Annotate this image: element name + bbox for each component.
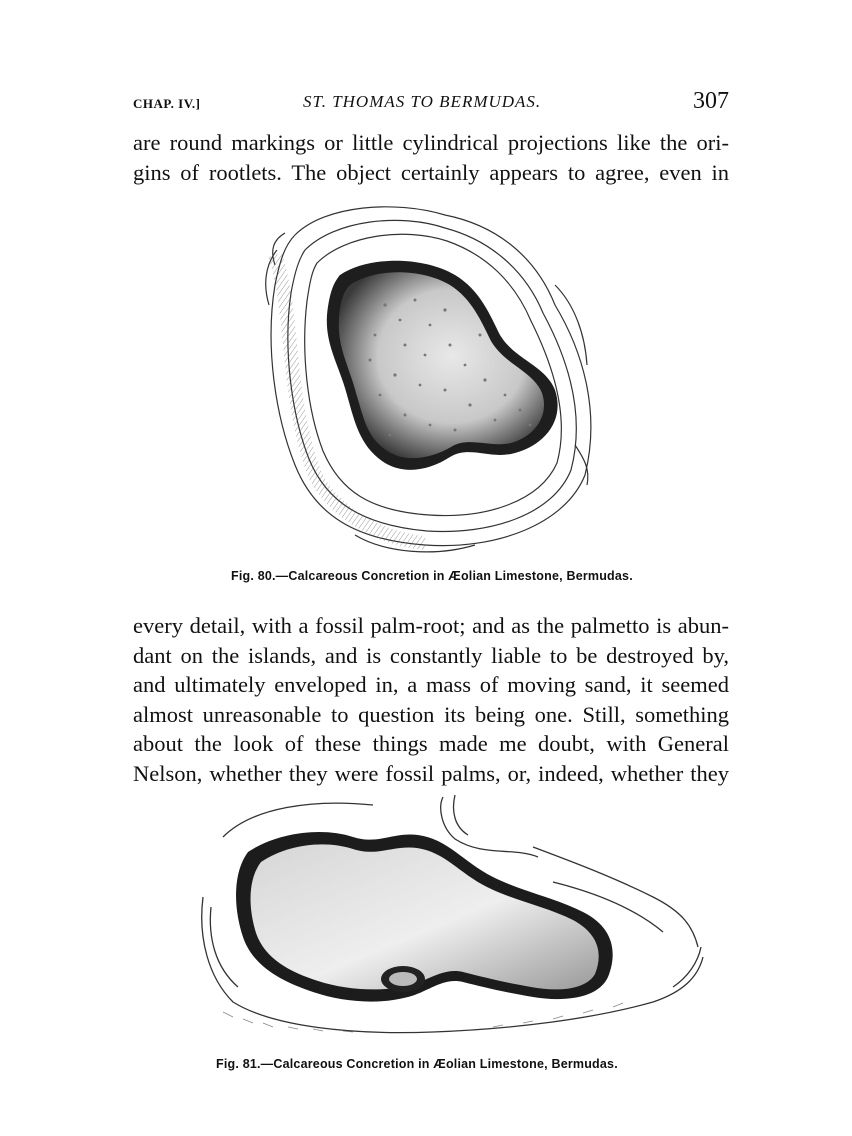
running-header (133, 88, 729, 120)
figure-81-caption: Fig. 81.—Calcareous Concretion in Æolian Limestone, Bermudas. (216, 1057, 618, 1071)
chapter-label: CHAP. IV.] (133, 96, 201, 111)
figure-81-concretion-illustration (193, 787, 713, 1040)
text-line: gins of rootlets. The object certainly appears to agree, even in (133, 159, 729, 185)
paragraph-1 (133, 128, 729, 187)
running-title: ST. THOMAS TO BERMUDAS. (303, 92, 542, 111)
text-line: almost unreasonable to question its being one. Still, something (133, 701, 729, 727)
text-line: are round markings or little cylindrical projections like the ori- (133, 130, 729, 155)
paragraph-2 (133, 611, 729, 788)
text-line: Nelson, whether they were fossil palms, or, indeed, whether they (133, 760, 729, 786)
page-number: 307 (693, 88, 729, 114)
text-line: dant on the islands, and is constantly liable to be destroyed by, (133, 642, 729, 668)
text-line: every detail, with a fossil palm-root; and as the palmetto is abun- (133, 613, 729, 638)
figure-80-concretion-illustration (255, 195, 605, 557)
text-line: about the look of these things made me doubt, with General (133, 731, 729, 756)
figure-80-caption: Fig. 80.—Calcareous Concretion in Æolian Limestone, Bermudas. (231, 569, 633, 583)
text-line: and ultimately enveloped in, a mass of moving sand, it seemed (133, 672, 729, 697)
